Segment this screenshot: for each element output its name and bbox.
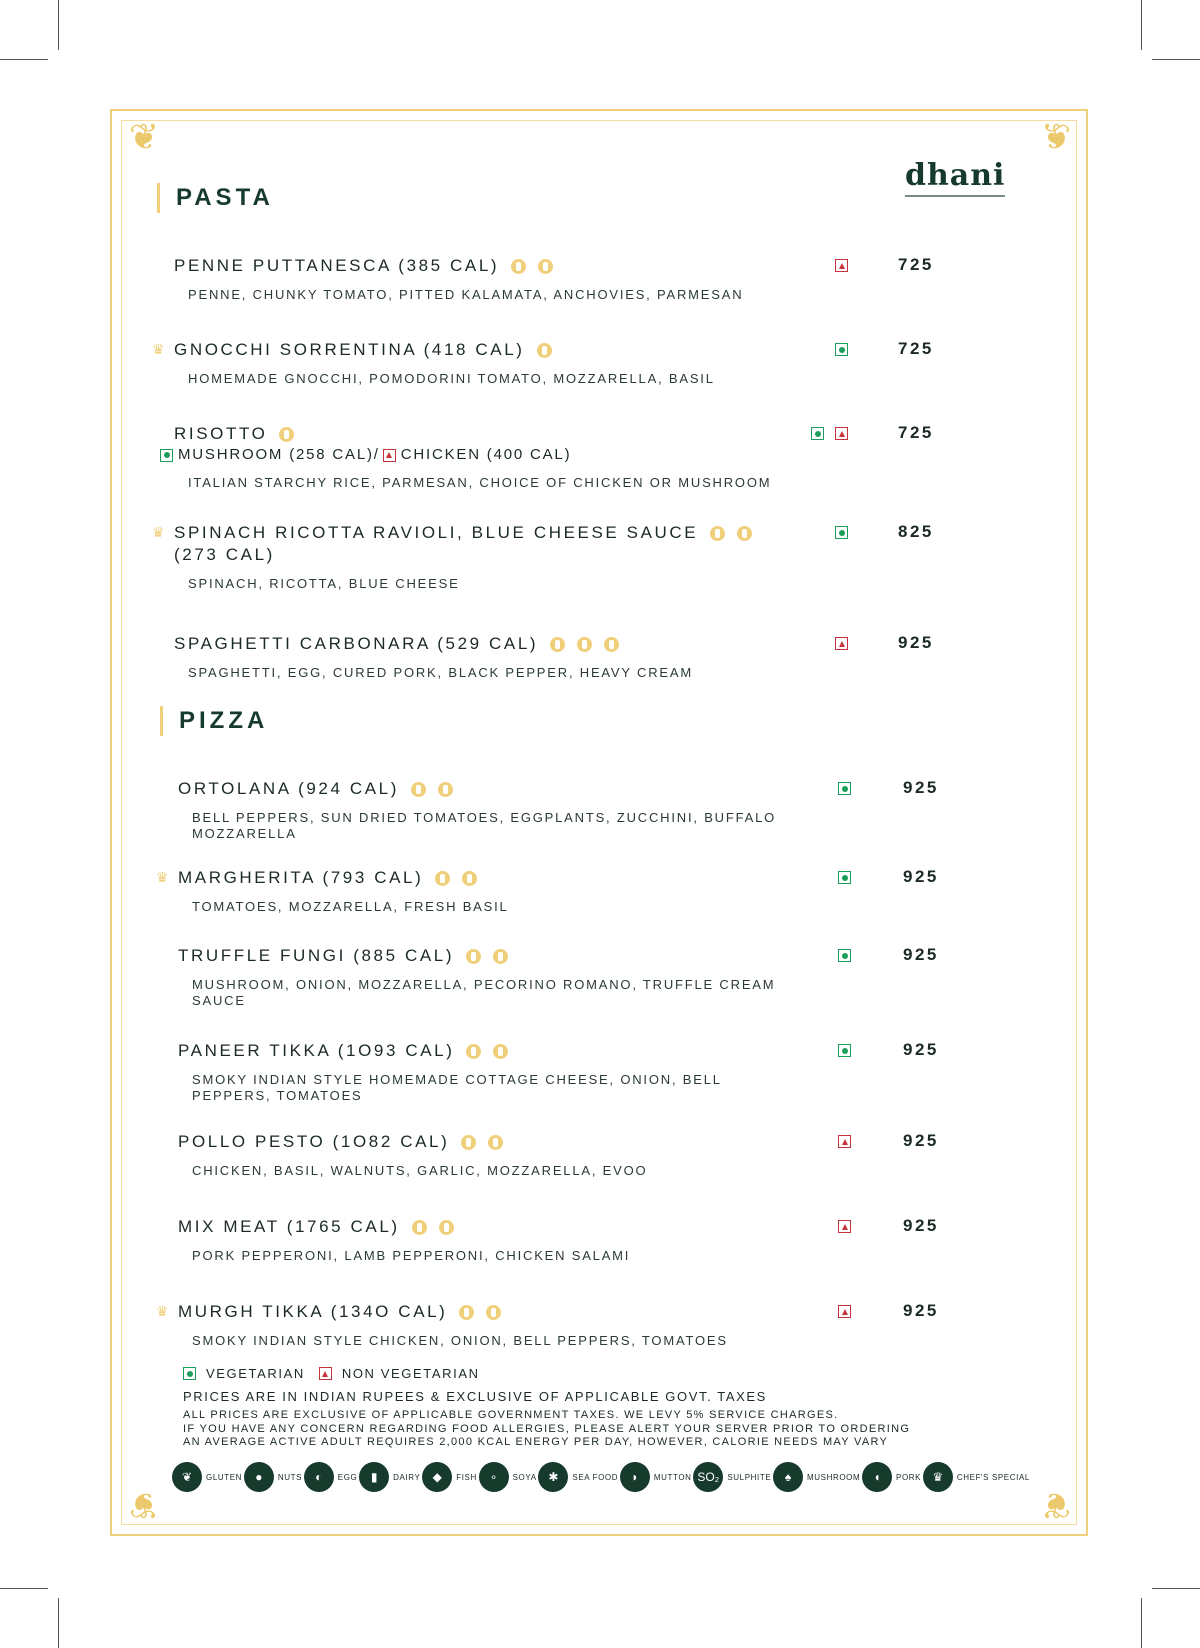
nuts-icon: ● — [244, 1462, 274, 1492]
tax-note: ALL PRICES ARE EXCLUSIVE OF APPLICABLE GOVERNMENT TAXES. WE LEVY 5% SERVICE CHARGES. — [183, 1409, 839, 1421]
crop-mark — [0, 1588, 48, 1589]
allergen-egg — [304, 1462, 358, 1492]
item-option-veg: MUSHROOM (258 CAL)/ — [178, 446, 380, 463]
veg-mark-icon — [835, 343, 848, 356]
item-price: 925 — [903, 1301, 939, 1320]
crop-mark — [1152, 1588, 1200, 1589]
brand-logo: dhani — [905, 158, 1005, 197]
item-name: RISOTTO — [174, 424, 268, 443]
veg-mark-icon — [838, 871, 851, 884]
item-description: PORK PEPPERONI, LAMB PEPPERONI, CHICKEN SALAMI — [192, 1248, 631, 1263]
chef-special-icon: ♛ — [152, 341, 168, 357]
allergen-icon — [435, 871, 450, 886]
allergen-icon — [438, 782, 453, 797]
allergen-icon — [461, 1135, 476, 1150]
allergen-icon — [511, 259, 526, 274]
item-description: TOMATOES, MOZZARELLA, FRESH BASIL — [192, 899, 509, 914]
item-price: 925 — [903, 1216, 939, 1235]
item-price: 925 — [903, 778, 939, 797]
veg-mark-icon — [183, 1367, 196, 1380]
diet-legend — [183, 1366, 910, 1381]
crop-mark — [1141, 0, 1142, 50]
menu-item — [174, 633, 814, 681]
menu-item — [152, 522, 814, 592]
veg-mark-icon — [835, 526, 848, 539]
item-description: BELL PEPPERS, SUN DRIED TOMATOES, EGGPLANTS, ZUCCHINI, BUFFALO MOZZARELLA — [192, 810, 777, 841]
nonveg-mark-icon — [838, 1305, 851, 1318]
item-price: 925 — [903, 945, 939, 964]
item-description: PENNE, CHUNKY TOMATO, PITTED KALAMATA, ANCHOVIES, PARMESAN — [188, 287, 744, 302]
gluten-icon: ❦ — [172, 1462, 202, 1492]
allergen-icon — [486, 1305, 501, 1320]
item-description: ITALIAN STARCHY RICE, PARMESAN, CHOICE OF CHICKEN OR MUSHROOM — [188, 475, 772, 490]
veg-mark-icon — [838, 1044, 851, 1057]
calorie-note: AN AVERAGE ACTIVE ADULT REQUIRES 2,000 KCAL ENERGY PER DAY, HOWEVER, CALORIE NEEDS MAY VARY — [183, 1436, 889, 1448]
crop-mark — [58, 0, 59, 50]
allergen-dairy — [359, 1462, 420, 1492]
item-price: 925 — [903, 1040, 939, 1059]
item-name: PENNE PUTTANESCA (385 CAL) — [174, 256, 500, 275]
allergen-label: FISH — [456, 1472, 477, 1482]
item-option-nonveg: CHICKEN (400 CAL) — [400, 446, 572, 463]
pork-icon: ◖ — [862, 1462, 892, 1492]
prices-note: PRICES ARE IN INDIAN RUPEES & EXCLUSIVE OF APPLICABLE GOVT. TAXES — [183, 1389, 767, 1404]
section-title-pasta: PASTA — [157, 183, 274, 213]
allergen-fish — [422, 1462, 477, 1492]
allergen-icon — [550, 637, 565, 652]
menu-item — [156, 1301, 818, 1349]
allergen-gluten — [172, 1462, 242, 1492]
allergen-icon — [538, 259, 553, 274]
nonveg-mark-icon — [383, 449, 396, 462]
item-price: 925 — [903, 867, 939, 886]
menu-item — [178, 945, 818, 1009]
menu-item — [178, 1216, 818, 1264]
nonveg-mark-icon — [838, 1135, 851, 1148]
item-price: 825 — [898, 522, 934, 541]
item-name: PANEER TIKKA (1O93 CAL) — [178, 1041, 455, 1060]
crop-mark — [1141, 1598, 1142, 1648]
allergen-icon — [459, 1305, 474, 1320]
allergen-mutton — [620, 1462, 692, 1492]
item-name: SPAGHETTI CARBONARA (529 CAL) — [174, 634, 539, 653]
allergen-label: PORK — [896, 1472, 922, 1482]
item-name: MURGH TIKKA (134O CAL) — [178, 1302, 448, 1321]
corner-ornament: ❦ — [1040, 1484, 1072, 1525]
nonveg-mark-icon — [835, 427, 848, 440]
nonveg-mark-icon — [319, 1367, 332, 1380]
item-price: 925 — [903, 1131, 939, 1150]
allergen-label: SOYA — [512, 1472, 537, 1482]
crop-mark — [58, 1598, 59, 1648]
allergen-mushroom — [773, 1462, 860, 1492]
mutton-icon: ◗ — [620, 1462, 650, 1492]
chef-special-icon: ♛ — [156, 869, 172, 885]
item-price: 725 — [898, 423, 934, 442]
allergen-icon — [493, 949, 508, 964]
allergen-sulphite — [693, 1462, 771, 1492]
section-title-pizza: PIZZA — [160, 706, 268, 736]
item-name: TRUFFLE FUNGI (885 CAL) — [178, 946, 455, 965]
allergen-icon — [466, 949, 481, 964]
allergen-icon — [466, 1044, 481, 1059]
allergen-label: MUTTON — [653, 1472, 692, 1482]
crop-mark — [0, 59, 48, 60]
item-name: SPINACH RICOTTA RAVIOLI, BLUE CHEESE SAUCE — [174, 523, 699, 542]
soya-icon: ∘ — [479, 1462, 509, 1492]
allergen-icon — [737, 526, 752, 541]
allergen-label: SULPHITE — [727, 1472, 772, 1482]
item-name: MARGHERITA (793 CAL) — [178, 868, 424, 887]
seafood-icon: ✱ — [538, 1462, 568, 1492]
sulphite-icon: SO₂ — [693, 1462, 723, 1492]
menu-item — [178, 1040, 818, 1104]
item-description: MUSHROOM, ONION, MOZZARELLA, PECORINO ROMANO, TRUFFLE CREAM SAUCE — [192, 977, 776, 1008]
allergen-nuts — [244, 1462, 302, 1492]
item-price: 725 — [898, 255, 934, 274]
allergen-icon — [279, 427, 294, 442]
menu-item — [156, 867, 818, 915]
nonveg-mark-icon — [838, 1220, 851, 1233]
corner-ornament: ❦ — [128, 117, 160, 158]
allergen-icon — [604, 637, 619, 652]
fish-icon: ◆ — [422, 1462, 452, 1492]
nonveg-label: NON VEGETARIAN — [341, 1366, 480, 1381]
egg-icon: ◐ — [304, 1462, 334, 1492]
chef-special-icon: ♛ — [156, 1303, 172, 1319]
allergen-icon — [537, 343, 552, 358]
allergen-icon — [439, 1220, 454, 1235]
allergen-soya — [479, 1462, 537, 1492]
allergen-label: CHEF'S SPECIAL — [956, 1472, 1030, 1482]
item-name-cont: (273 CAL) — [174, 545, 275, 564]
item-description: CHICKEN, BASIL, WALNUTS, GARLIC, MOZZARELLA, EVOO — [192, 1163, 648, 1178]
mushroom-icon: ♠ — [773, 1462, 803, 1492]
allergen-icon — [488, 1135, 503, 1150]
allergen-icon — [493, 1044, 508, 1059]
crop-mark — [1152, 59, 1200, 60]
veg-mark-icon — [838, 782, 851, 795]
allergen-icon — [710, 526, 725, 541]
allergen-chef-s-special — [923, 1462, 1030, 1492]
menu-item — [152, 339, 814, 387]
veg-mark-icon — [160, 449, 173, 462]
allergen-icon — [411, 782, 426, 797]
allergen-label: NUTS — [277, 1472, 303, 1482]
veg-label: VEGETARIAN — [206, 1366, 305, 1381]
corner-ornament: ❦ — [1040, 117, 1072, 158]
allergen-pork — [862, 1462, 921, 1492]
item-name: MIX MEAT (1765 CAL) — [178, 1217, 400, 1236]
nonveg-mark-icon — [835, 259, 848, 272]
allergen-sea-food — [538, 1462, 618, 1492]
allergen-label: DAIRY — [393, 1472, 421, 1482]
allergy-note: IF YOU HAVE ANY CONCERN REGARDING FOOD ALLERGIES, PLEASE ALERT YOUR SERVER PRIOR TO ORDERING — [183, 1422, 911, 1435]
item-price: 725 — [898, 339, 934, 358]
nonveg-mark-icon — [835, 637, 848, 650]
item-description: HOMEMADE GNOCCHI, POMODORINI TOMATO, MOZZARELLA, BASIL — [188, 371, 715, 386]
dairy-icon: ▮ — [359, 1462, 389, 1492]
item-name: GNOCCHI SORRENTINA (418 CAL) — [174, 340, 525, 359]
item-description: SPAGHETTI, EGG, CURED PORK, BLACK PEPPER, HEAVY CREAM — [188, 665, 693, 680]
allergen-label: EGG — [337, 1472, 358, 1482]
corner-ornament: ❦ — [128, 1484, 160, 1525]
menu-item — [178, 1131, 818, 1179]
chef-special-icon: ♛ — [152, 524, 168, 540]
menu-item — [174, 255, 814, 303]
chef-hat-icon: ♛ — [923, 1462, 953, 1492]
veg-mark-icon — [811, 427, 824, 440]
menu-item — [178, 778, 818, 842]
allergen-label: MUSHROOM — [807, 1472, 861, 1482]
allergen-icon — [412, 1220, 427, 1235]
veg-mark-icon — [838, 949, 851, 962]
item-description: SMOKY INDIAN STYLE CHICKEN, ONION, BELL PEPPERS, TOMATOES — [192, 1333, 728, 1348]
menu-notes — [183, 1366, 910, 1450]
item-name: ORTOLANA (924 CAL) — [178, 779, 399, 798]
allergen-label: GLUTEN — [206, 1472, 243, 1482]
item-name: POLLO PESTO (1O82 CAL) — [178, 1132, 450, 1151]
allergen-legend — [172, 1462, 1030, 1492]
allergen-icon — [462, 871, 477, 886]
item-description: SMOKY INDIAN STYLE HOMEMADE COTTAGE CHEESE, ONION, BELL PEPPERS, TOMATOES — [192, 1072, 722, 1103]
allergen-label: SEA FOOD — [572, 1472, 619, 1482]
item-price: 925 — [898, 633, 934, 652]
item-description: SPINACH, RICOTTA, BLUE CHEESE — [188, 576, 460, 591]
menu-item — [174, 423, 814, 491]
allergen-icon — [577, 637, 592, 652]
